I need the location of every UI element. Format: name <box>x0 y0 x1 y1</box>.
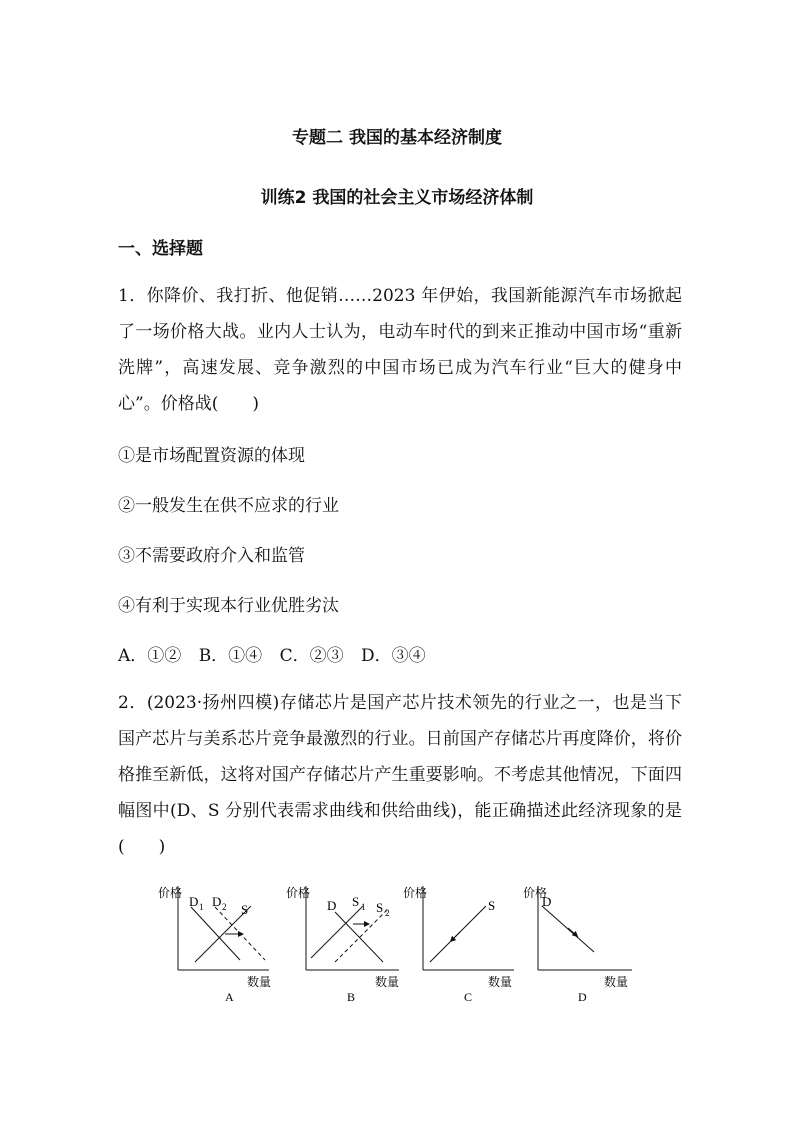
label-sub-2: 2 <box>222 902 227 912</box>
question-1-stem: 1．你降价、我打折、他促销……2023 年伊始，我国新能源汽车市场掀起了一场价格大战。业内人士认为，电动车时代的到来正推动中国市场“重新洗牌”，高速发展、竞争激烈的中国市场已成为汽车行业“巨大的健身中心”。价格战( ) <box>118 286 682 414</box>
option-a[interactable]: A．①② <box>118 646 182 666</box>
label-d: D <box>542 894 552 909</box>
y-axis-label: 价格 <box>523 886 548 900</box>
demand-curve-d <box>542 906 594 952</box>
question-1-item-2: ②一般发生在供不应求的行业 <box>118 496 339 516</box>
label-d: D <box>189 894 199 909</box>
label-s: S <box>376 900 384 915</box>
topic-title: 专题二 我国的基本经济制度 <box>292 128 502 148</box>
label-s: S <box>488 898 496 913</box>
y-axis-label: 价格 <box>286 886 311 900</box>
training-title: 训练2 我国的社会主义市场经济体制 <box>260 188 534 208</box>
y-axis-label: 价格 <box>403 886 428 900</box>
label-s: S <box>241 902 249 917</box>
question-2-stem: 2．(2023·扬州四模)存储芯片是国产芯片技术领先的行业之一，也是当下国产芯片与美系芯片竞争最激烈的行业。日前国产存储芯片再度降价，将价格推至新低，这将对国产存储芯片产生重要影响。不考虑其他情况，下面四幅图中(D、S 分别代表需求曲线和供给曲线)，能正确描述此经济现象的是( ) <box>118 693 682 857</box>
x-axis-label: 数量 <box>604 975 629 989</box>
option-b[interactable]: B．①④ <box>198 646 263 666</box>
graph-a <box>155 882 275 1011</box>
x-axis-label: 数量 <box>375 975 400 989</box>
question-1-options <box>118 641 438 666</box>
x-axis-label: 数量 <box>247 975 272 989</box>
option-c[interactable]: C．②③ <box>279 646 344 666</box>
label-s: S <box>352 894 360 909</box>
y-axis-label: 价格 <box>158 886 183 900</box>
label-sub-1: 1 <box>199 902 204 912</box>
label-sub-1: 1 <box>361 902 366 912</box>
graph-b <box>283 882 405 1011</box>
x-axis-label: 数量 <box>488 975 513 989</box>
movement-arrow <box>452 932 460 940</box>
movement-arrow <box>568 928 576 935</box>
label-d: D <box>212 894 222 909</box>
question-1-item-4: ④有利于实现本行业优胜劣汰 <box>118 596 339 616</box>
graph-caption: B <box>347 990 356 1004</box>
graph-caption: D <box>578 990 587 1004</box>
graph-caption: A <box>225 990 234 1004</box>
option-d[interactable]: D．③④ <box>361 646 426 666</box>
graph-d <box>514 882 636 1011</box>
label-sub-2: 2 <box>385 908 390 918</box>
graph-c <box>400 882 520 1011</box>
label-d: D <box>327 898 337 913</box>
question-1-item-1: ①是市场配置资源的体现 <box>118 446 305 466</box>
supply-curve-s2 <box>335 910 387 962</box>
section-heading: 一、选择题 <box>118 239 203 259</box>
question-1-item-3: ③不需要政府介入和监管 <box>118 546 305 566</box>
graph-caption: C <box>464 990 473 1004</box>
